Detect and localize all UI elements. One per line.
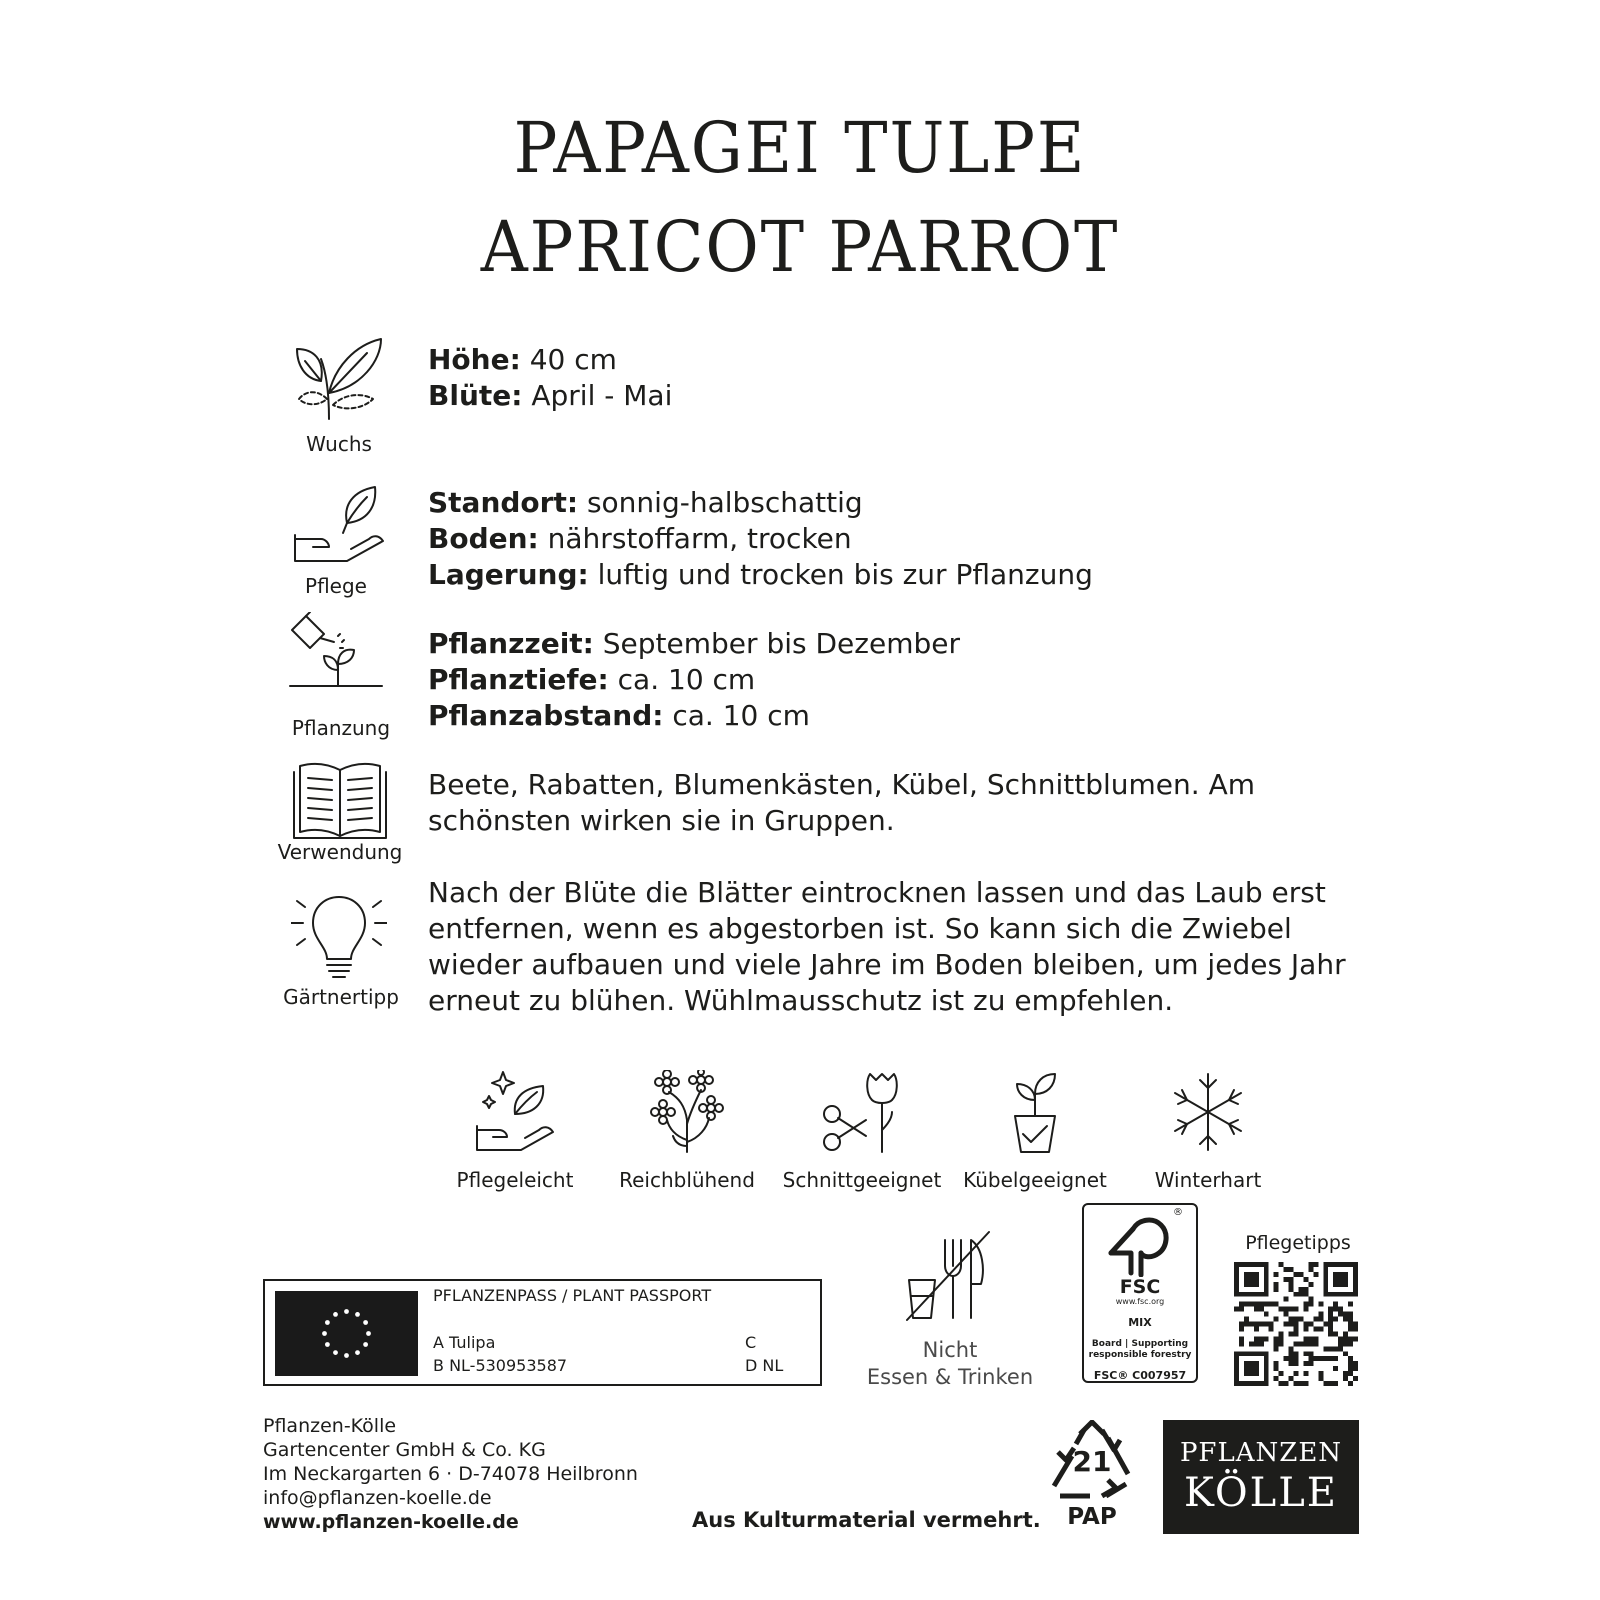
feature-pflegeleicht bbox=[430, 1070, 600, 1192]
logo-line-2: KÖLLE bbox=[1184, 1470, 1338, 1516]
passport-field-b: B NL-530953587 bbox=[433, 1356, 568, 1375]
fsc-mix: MIX bbox=[1128, 1316, 1152, 1329]
caption-wuchs: Wuchs bbox=[306, 432, 372, 456]
section-wuchs-text bbox=[428, 342, 1348, 414]
tipp-line-2: entfernen, wenn es abgestorben ist. So kann sich die Zwiebel bbox=[428, 912, 1292, 945]
pflanzen-koelle-logo bbox=[1163, 1420, 1359, 1534]
potted-plant-icon bbox=[993, 1070, 1077, 1154]
value-boden: nährstoffarm, trocken bbox=[538, 522, 852, 555]
address-line-1: Pflanzen-Kölle bbox=[263, 1415, 397, 1437]
no-eat-drink-icon bbox=[905, 1230, 991, 1322]
feature-kuebelgeeignet bbox=[950, 1070, 1120, 1192]
address-email-link[interactable]: info@pflanzen-koelle.de bbox=[263, 1487, 492, 1509]
title-line-1: PAPAGEI TULPE bbox=[513, 107, 1087, 189]
flower-bouquet-icon bbox=[645, 1070, 729, 1154]
fsc-desc-2: responsible forestry bbox=[1088, 1350, 1192, 1360]
fsc-url: www.fsc.org bbox=[1115, 1297, 1165, 1306]
feature-winterhart bbox=[1123, 1070, 1293, 1192]
label-bluete: Blüte: bbox=[428, 379, 523, 412]
recycle-number: 21 bbox=[1072, 1445, 1112, 1478]
value-lagerung: luftig und trocken bis zur Pflanzung bbox=[588, 558, 1093, 591]
hand-sparkle-leaf-icon bbox=[473, 1070, 557, 1154]
lightbulb-icon bbox=[291, 895, 387, 981]
eu-flag-icon bbox=[275, 1291, 418, 1376]
fsc-tree-icon bbox=[1105, 1213, 1175, 1277]
hand-leaf-icon bbox=[291, 483, 387, 569]
fsc-name: FSC bbox=[1119, 1276, 1161, 1298]
open-book-icon bbox=[292, 760, 388, 846]
feature-label-reichbluehend: Reichblühend bbox=[619, 1168, 755, 1192]
label-pflanzabstand: Pflanzabstand: bbox=[428, 699, 664, 732]
verwendung-line-1: Beete, Rabatten, Blumenkästen, Kübel, Schnittblumen. Am bbox=[428, 768, 1255, 801]
caption-verwendung: Verwendung bbox=[277, 840, 403, 864]
address-line-2: Gartencenter GmbH & Co. KG bbox=[263, 1439, 546, 1461]
passport-field-d: D NL bbox=[745, 1356, 784, 1375]
verwendung-line-2: schönsten wirken sie in Gruppen. bbox=[428, 804, 895, 837]
snowflake-icon bbox=[1166, 1070, 1250, 1154]
feature-label-winterhart: Winterhart bbox=[1154, 1168, 1262, 1192]
address-website-link[interactable]: www.pflanzen-koelle.de bbox=[263, 1511, 519, 1533]
label-standort: Standort: bbox=[428, 486, 579, 519]
qr-label: Pflegetipps bbox=[1245, 1232, 1351, 1254]
value-pflanztiefe: ca. 10 cm bbox=[608, 663, 756, 696]
caption-pflege: Pflege bbox=[305, 574, 367, 598]
feature-reichbluehend bbox=[602, 1070, 772, 1192]
fsc-code: FSC® C007957 bbox=[1093, 1369, 1187, 1382]
passport-field-c: C bbox=[745, 1333, 757, 1352]
company-address bbox=[263, 1414, 638, 1534]
value-bluete: April - Mai bbox=[522, 379, 673, 412]
feature-label-schnittgeeignet: Schnittgeeignet bbox=[782, 1168, 942, 1192]
tipp-line-4: erneut zu blühen. Wühlmausschutz ist zu empfehlen. bbox=[428, 984, 1174, 1017]
qr-code[interactable] bbox=[1234, 1262, 1358, 1386]
seedling-leaves-icon bbox=[291, 335, 387, 421]
watering-can-icon bbox=[288, 612, 384, 698]
plant-passport-box bbox=[263, 1279, 822, 1386]
passport-header: PFLANZENPASS / PLANT PASSPORT bbox=[433, 1286, 712, 1305]
tipp-line-3: wieder aufbauen und viele Jahre im Boden bleiben, um jedes Jahr bbox=[428, 948, 1346, 981]
label-hoehe: Höhe: bbox=[428, 343, 521, 376]
label-lagerung: Lagerung: bbox=[428, 558, 589, 591]
no-eat-line-2: Essen & Trinken bbox=[866, 1365, 1034, 1389]
section-pflege-text bbox=[428, 485, 1348, 593]
value-hoehe: 40 cm bbox=[520, 343, 617, 376]
feature-schnittgeeignet bbox=[777, 1070, 947, 1192]
value-pflanzzeit: September bis Dezember bbox=[593, 627, 960, 660]
feature-label-kuebelgeeignet: Kübelgeeignet bbox=[963, 1168, 1107, 1192]
caption-gaertnertipp: Gärtnertipp bbox=[283, 985, 399, 1009]
caption-pflanzung: Pflanzung bbox=[291, 716, 391, 740]
section-pflanzung-text bbox=[428, 626, 1348, 734]
label-pflanztiefe: Pflanztiefe: bbox=[428, 663, 609, 696]
value-pflanzabstand: ca. 10 cm bbox=[663, 699, 810, 732]
fsc-registered-mark: ® bbox=[1173, 1207, 1183, 1218]
scissors-tulip-icon bbox=[820, 1070, 904, 1154]
title-line-2: APRICOT PARROT bbox=[480, 206, 1120, 288]
tipp-line-1: Nach der Blüte die Blätter eintrocknen lassen und das Laub erst bbox=[428, 876, 1326, 909]
section-verwendung-text bbox=[428, 767, 1348, 839]
label-boden: Boden: bbox=[428, 522, 539, 555]
address-line-3: Im Neckargarten 6 · D-74078 Heilbronn bbox=[263, 1463, 638, 1485]
logo-line-1: PFLANZEN bbox=[1179, 1438, 1343, 1468]
no-eat-line-1: Nicht bbox=[922, 1338, 978, 1362]
fsc-label bbox=[1082, 1203, 1198, 1383]
recycle-code: PAP bbox=[1067, 1504, 1117, 1530]
passport-field-a: A Tulipa bbox=[433, 1333, 496, 1352]
value-standort: sonnig-halbschattig bbox=[578, 486, 863, 519]
feature-label-pflegeleicht: Pflegeleicht bbox=[456, 1168, 574, 1192]
culture-note: Aus Kulturmaterial vermehrt. bbox=[692, 1508, 1041, 1532]
label-pflanzzeit: Pflanzzeit: bbox=[428, 627, 594, 660]
section-gaertnertipp-text bbox=[428, 875, 1348, 1019]
fsc-desc-1: Board | Supporting bbox=[1091, 1339, 1189, 1349]
